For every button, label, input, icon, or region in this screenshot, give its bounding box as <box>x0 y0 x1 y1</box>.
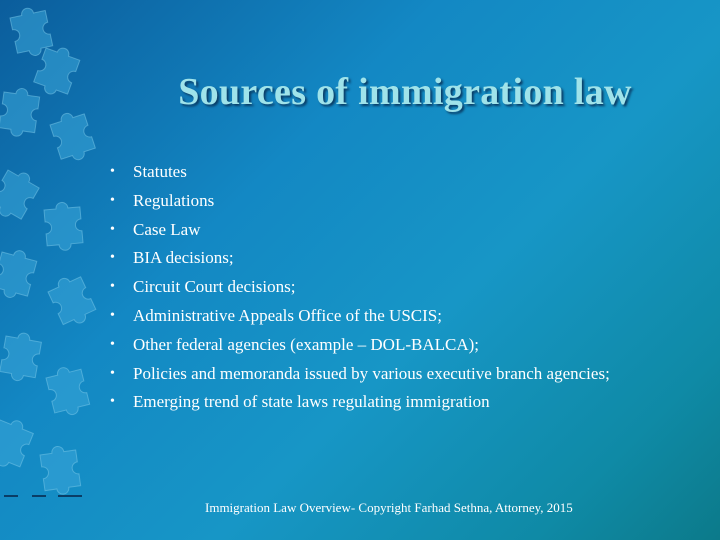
bullet-icon: • <box>110 221 115 237</box>
bullet-text: BIA decisions; <box>133 248 234 268</box>
bullet-icon: • <box>110 250 115 266</box>
bullet-text: Statutes <box>133 162 187 181</box>
bullet-icon: • <box>110 365 115 381</box>
bullet-icon: • <box>110 394 115 410</box>
bullet-text: Administrative Appeals Office of the USCIS; <box>133 305 442 325</box>
bullet-item <box>110 158 710 187</box>
bullet-text: Case Law <box>133 219 201 239</box>
slide-title: Sources of immigration law <box>178 71 632 113</box>
bullet-text: Emerging trend of state laws regulating immigration <box>133 392 490 412</box>
footer-copyright: Immigration Law Overview- Copyright Farhad Sethna, Attorney, 2015 <box>205 500 573 515</box>
bullet-text: Circuit Court decisions; <box>133 277 296 297</box>
bullet-item <box>110 273 710 302</box>
bullet-icon: • <box>110 307 115 323</box>
bullet-item <box>110 187 710 216</box>
bullet-icon: • <box>110 279 115 295</box>
footer-dashes-decoration <box>4 494 84 498</box>
bullet-list <box>110 158 710 417</box>
bullet-item <box>110 302 710 331</box>
bullet-text: Policies and memoranda issued by various executive branch agencies; <box>133 363 610 383</box>
bullet-icon: • <box>110 336 115 352</box>
bullet-text: Regulations <box>133 190 215 210</box>
bullet-text: Other federal agencies (example – DOL-BALCA); <box>133 334 480 354</box>
bullet-icon: • <box>110 192 115 208</box>
bullet-item <box>110 388 710 417</box>
bullet-icon: • <box>110 164 115 179</box>
bullet-item <box>110 360 710 389</box>
bullet-item <box>110 331 710 360</box>
bullet-item <box>110 216 710 245</box>
bullet-item <box>110 244 710 273</box>
